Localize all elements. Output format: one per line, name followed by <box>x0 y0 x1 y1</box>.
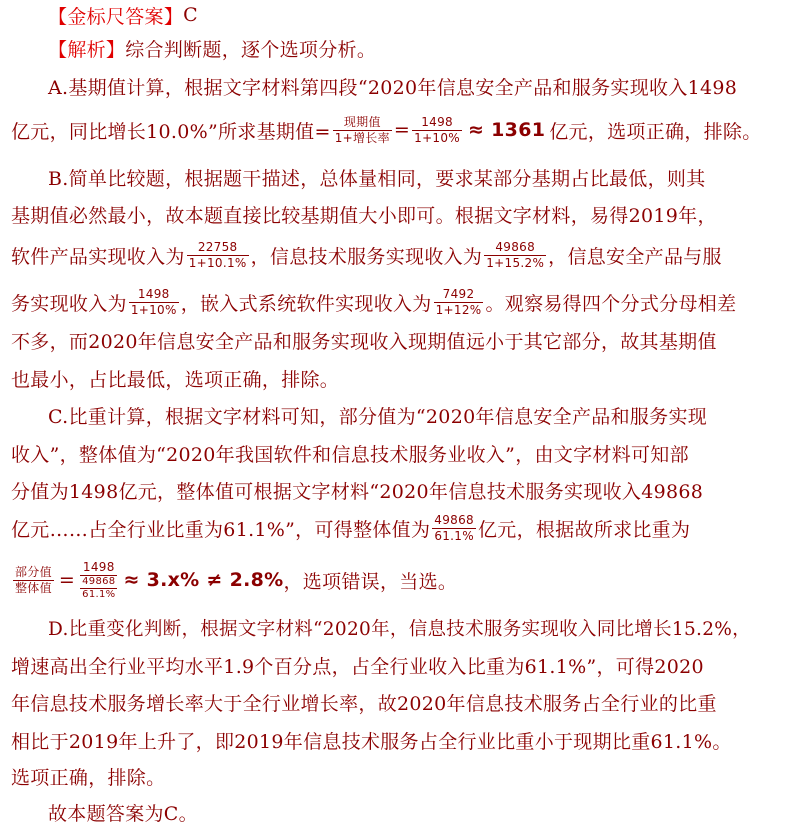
fraction-denominator: 61.1% <box>82 588 116 600</box>
fraction-denominator: 1+增长率 <box>334 130 390 145</box>
fraction-numerator: 部分值 <box>15 564 52 579</box>
option-a-text-end: 亿元，选项正确，排除。 <box>549 120 762 143</box>
bracket-close: 】 <box>105 38 126 61</box>
option-b-text: ，嵌入式系统软件实现收入为 <box>180 292 432 315</box>
option-d-line-1: D.比重变化判断，根据文字材料“2020年，信息技术服务实现收入同比增长15.2%， <box>48 619 751 640</box>
fraction-numerator: 1498 <box>137 286 170 301</box>
option-c-line-2: 收入”，整体值为“2020年我国软件和信息技术服务业收入”，由文字材料可知部 <box>11 443 689 466</box>
fraction-numerator: 1498 <box>82 559 115 574</box>
option-b-line-6: 也最小，占比最低，选项正确，排除。 <box>11 368 340 391</box>
analysis-label: 解析 <box>67 38 106 61</box>
fraction-numerator: 现期值 <box>343 114 381 129</box>
fraction-numerator: 7492 <box>442 286 475 301</box>
option-b-text: ，信息技术服务实现收入为 <box>250 245 483 268</box>
fraction-base-formula <box>333 115 392 146</box>
option-c-line-1: C.比重计算，根据文字材料可知，部分值为“2020年信息安全产品和服务实现 <box>48 405 708 428</box>
option-b-text: 务实现收入为 <box>11 292 127 315</box>
analysis-line <box>48 28 789 68</box>
fraction-base-value <box>412 115 462 146</box>
fraction-denominator: 1+10% <box>130 302 177 317</box>
option-a-line-1: A.基期值计算，根据文字材料第四段“2020年信息安全产品和服务实现收入1498 <box>48 76 738 99</box>
option-d-line-4: 相比于2019年上升了，即2019年信息技术服务占全行业比重小于现期比重61.1%。 <box>11 730 732 753</box>
option-b-text: 。观察易得四个分式分母相差 <box>485 292 737 315</box>
option-b-line-2: 基期值必然最小，故本题直接比较基期值大小即可。根据文字材料，易得2019年， <box>11 204 717 227</box>
fraction-numerator: 49868 <box>434 512 474 527</box>
option-d-line-3: 年信息技术服务增长率大于全行业增长率，故2020年信息技术服务占全行业的比重 <box>11 692 717 715</box>
ratio-result: ≈ 3.x% ≠ 2.8% <box>123 569 284 591</box>
fraction-denominator: 1+10% <box>414 130 461 145</box>
fraction-ratio-formula <box>13 565 54 596</box>
fraction-numerator: 49868 <box>82 575 116 587</box>
fraction-denominator: 1+10.1% <box>188 255 247 270</box>
option-a-line-2 <box>11 110 789 150</box>
bracket-close: 】 <box>163 5 184 28</box>
analysis-intro: 综合判断题，逐个选项分析。 <box>125 38 377 61</box>
option-b-line-1: B.简单比较题，根据题干描述，总体量相同，要求某部分基期占比最低，则其 <box>48 167 706 190</box>
bracket-open: 【 <box>48 38 68 61</box>
option-b-line-4 <box>11 282 789 322</box>
answer-label: 金标尺答案 <box>67 5 164 28</box>
fraction-numerator: 1498 <box>421 114 453 129</box>
option-c-line-5 <box>11 558 789 602</box>
fraction-software <box>187 240 249 271</box>
option-d-line-2: 增速高出全行业平均水平1.9个百分点，占全行业收入比重为61.1%”，可得2020 <box>11 655 704 678</box>
fraction-denominator: 1+15.2% <box>486 255 545 270</box>
answer-value: C <box>183 4 198 26</box>
option-c-line-4 <box>11 508 789 548</box>
option-b-text: ，信息安全产品与服 <box>548 245 722 268</box>
fraction-whole-value <box>432 513 476 544</box>
fraction-denominator: 整体值 <box>15 580 52 595</box>
option-d-line-5: 选项正确，排除。 <box>11 766 166 789</box>
option-b-text: 软件产品实现收入为 <box>11 245 185 268</box>
nested-fraction <box>80 576 117 601</box>
fraction-numerator: 49868 <box>495 239 536 254</box>
fraction-ratio-value <box>80 560 117 601</box>
conclusion-line: 故本题答案为C。 <box>48 802 198 825</box>
fraction-denominator: 61.1% <box>434 528 474 543</box>
bracket-open: 【 <box>48 5 68 28</box>
option-c-text: 亿元，根据故所求比重为 <box>477 518 691 541</box>
fraction-embedded <box>434 287 484 318</box>
option-a-text: 亿元，同比增长10.0%”所求基期值= <box>11 120 331 143</box>
equals-sign: = <box>58 569 76 591</box>
option-c-text-end: ，选项错误，当选。 <box>283 570 458 593</box>
fraction-numerator: 22758 <box>197 239 238 254</box>
approx-result: ≈ 1361 <box>468 119 546 141</box>
option-b-line-3 <box>11 235 789 275</box>
fraction-it-service <box>484 240 546 271</box>
option-b-line-5: 不多，而2020年信息安全产品和服务实现收入现期值远小于其它部分，故其基期值 <box>11 330 717 353</box>
option-c-line-3: 分值为1498亿元，整体值可根据文字材料“2020年信息技术服务实现收入49868 <box>11 480 704 503</box>
option-c-text: 亿元……占全行业比重为61.1%”，可得整体值为 <box>11 518 431 541</box>
fraction-denominator: 1+12% <box>435 302 482 317</box>
equals-sign: = <box>393 119 411 141</box>
fraction-security <box>129 287 179 318</box>
